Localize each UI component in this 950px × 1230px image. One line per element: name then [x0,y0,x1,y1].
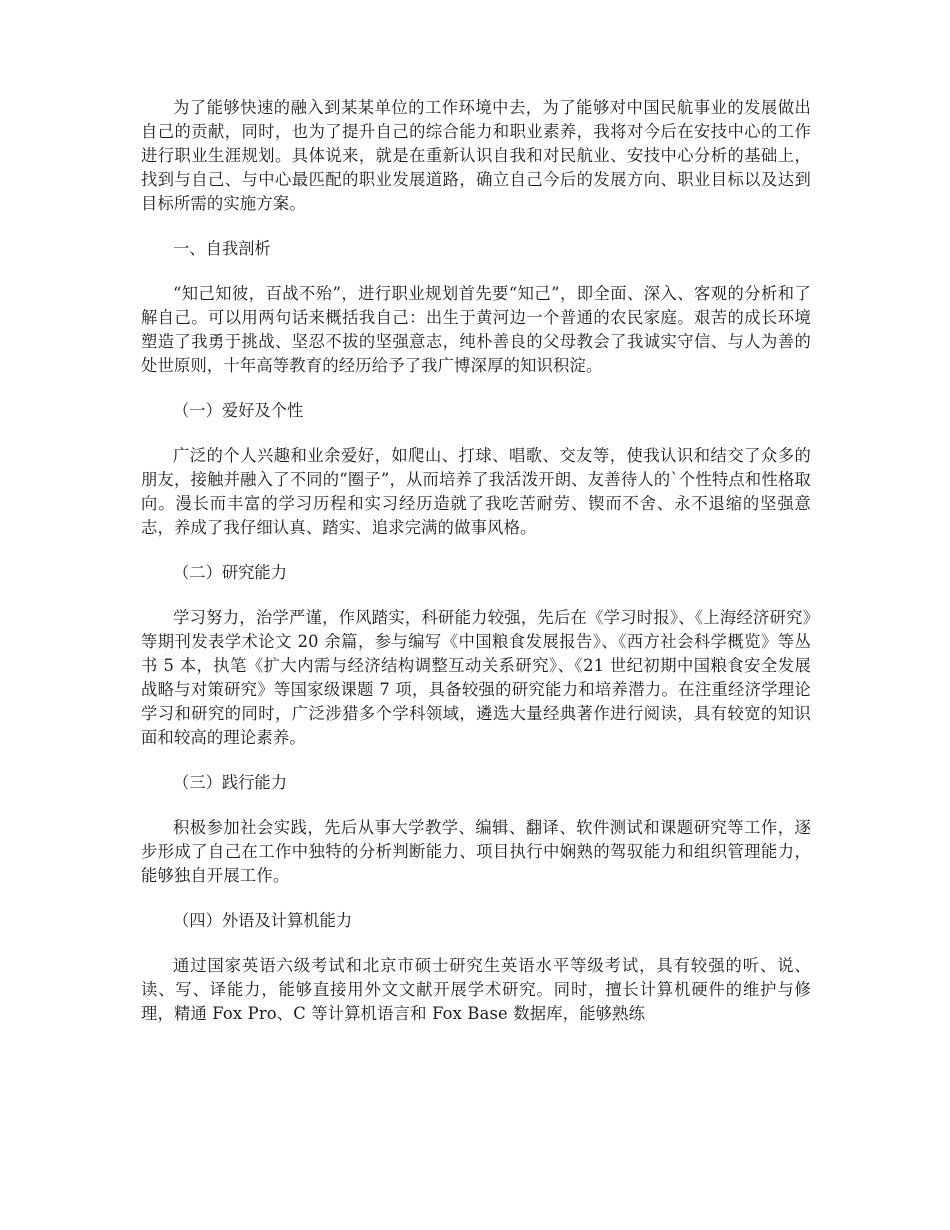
subheading-hobbies-personality: （一）爱好及个性 [173,401,304,420]
research-ability-paragraph: 学习努力，治学严谨，作风踏实，科研能力较强，先后在《学习时报》、《上海经济研究》等期刊发表学术论文 20 余篇，参与编写《中国粮食发展报告》、《西方社会科学概览》等丛书 5 本，执笔《扩大内需与经济结构调整互动关系研究》、《21 世纪初期中国粮食安全发展战略与对策研究》等国家级课题 7 项，具备较强的研究能力和培养潜力。在注重经济学理论学习和研究的同时，广泛涉猎多个学科领域，遴选大量经典著作进行阅读，具有较宽的知识面和较高的理论素养。 [141,608,811,747]
hobbies-personality-paragraph: 广泛的个人兴趣和业余爱好，如爬山、打球、唱歌、交友等，使我认识和结交了众多的朋友，接触并融入了不同的“圈子”，从而培养了我活泼开朗、友善待人的`个性特点和性格取向。漫长而丰富的学习历程和实习经历造就了我吃苦耐劳、锲而不舍、永不退缩的坚强意志，养成了我仔细认真、踏实、追求完满的做事风格。 [141,446,811,537]
document-page [141,96,811,1026]
language-computer-paragraph: 通过国家英语六级考试和北京市硕士研究生英语水平等级考试，具有较强的听、说、读、写、译能力，能够直接用外文文献开展学术研究。同时，擅长计算机硬件的维护与修理，精通 Fox Pro、C 等计算机语言和 Fox Base 数据库，能够熟练 [141,956,811,1023]
intro-paragraph: 为了能够快速的融入到某某单位的工作环境中去，为了能够对中国民航事业的发展做出自己的贡献，同时，也为了提升自己的综合能力和职业素养，我将对今后在安技中心的工作进行职业生涯规划。具体说来，就是在重新认识自我和对民航业、安技中心分析的基础上，找到与自己、与中心最匹配的职业发展道路，确立自己今后的发展方向、职业目标以及达到目标所需的实施方案。 [141,98,811,213]
self-analysis-paragraph: “知己知彼，百战不殆”，进行职业规划首先要“知己”，即全面、深入、客观的分析和了解自己。可以用两句话来概括我自己：出生于黄河边一个普通的农民家庭。艰苦的成长环境塑造了我勇于挑战、坚忍不拔的坚强意志，纯朴善良的父母教会了我诚实守信、与人为善的处世原则，十年高等教育的经历给予了我广博深厚的知识积淀。 [141,284,811,375]
practical-ability-paragraph: 积极参加社会实践，先后从事大学教学、编辑、翻译、软件测试和课题研究等工作，逐步形成了自己在工作中独特的分析判断能力、项目执行中娴熟的驾驭能力和组织管理能力，能够独自开展工作。 [141,818,811,885]
section-heading-self-analysis: 一、自我剖析 [173,239,271,258]
subheading-language-computer: （四）外语及计算机能力 [173,911,353,930]
subheading-practical-ability: （三）践行能力 [173,773,287,792]
subheading-research-ability: （二）研究能力 [173,563,287,582]
